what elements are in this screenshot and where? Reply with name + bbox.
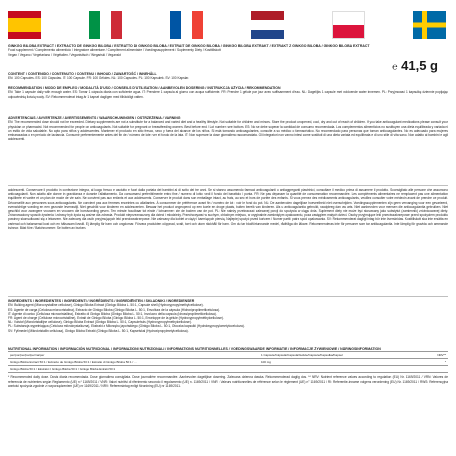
warnings-text-1: EN: The recommended dose should not be exceeded. Dietary supplements are not a substitute for a balanced and varied diet and a healthy lifestyle. Not suitable for children and minors. Store the product unopened, cool, dry and out of reach of children. If you take anticoagulant medications please consult your physician or pharmacist. Not recommended for people on anticoagulants. Not suitable for pregnant or breastfeeding women. Best before end / Lot number: see bottom. ES: No se debe superar la cantidad de consumo recomendada. Los complementos alimenticios no sustituyen una dieta equilibrada y variada ni un estilo de vida saludable. No apto para niños y adolescentes. Mantener el producto en sitio fresco, seco y fuera del alcance de los niños. Si está tomando anticoagulantes, consulte a su médico o farmacéutico. No recomendado para personas que toman anticoagulantes. No es adecuado para mujeres embarazadas o en período de lactancia. Consumir preferentemente antes del fin de / número de lote: ver el fondo de la lata. IT: Non superare la dose giornaliera raccomandata. Gli integratori non vanno intesi come sostituti di una dieta variata ed equilibrata e di uno stile di vita sano. Non adatto ai bambini e agli adolescenti. — [8, 120, 448, 142]
ingredient-line: IT: Agente di carico (Cellulosa microcristallina), Estratto di Ginkgo Biloba (Ginkgo Biloba L. 50:1, Involucro della capsula (Idrossipropilmetilcellulosa). — [8, 311, 217, 316]
product-name: GINKGO BILOBA EXTRACT / EXTRACTO DE GINKGO BILOBA / ESTRATTO DI GINKGO BILOBA / EXTRAIT DE GINKGO BILOBA / GINKGO BILOBA EXTRAKT / EXTRAKT Z GINKGO BILOBA / GINKGO BILOBA EXTRACT — [8, 44, 370, 48]
table-row — [8, 366, 448, 373]
warnings-section — [8, 116, 448, 183]
netherlands-flag-icon — [251, 11, 284, 39]
diet-info: Vegan / Vegano / Vegetariano / Végétalien / Veganistisch / Wegański / Veganskt — [8, 52, 121, 57]
poland-flag-icon — [332, 11, 365, 39]
usage-text: EN: Take 1 capsule daily with enough water. ES: Tomar 1 cápsula diaria con suficiente agua. IT: Prendere 1 capsula al giorno con acqua sufficiente. FR: Prendre 1 gélule par jour avec suffisamment d'eau. NL: Dagelijks 1 capsule met voldoende water innemen. PL: Przyjmować 1 kapsułkę dziennie popijając odpowiednią ilością wody. SV: Rekommenderat intag är 1 kapsel dagligen med tillräckligt vatten. — [8, 90, 448, 99]
ingredient-line: ES: Agente de carga (Celulosa microcristalina), Extracto de Ginkgo Biloba (Ginkgo Biloba L. 50:1, Envoltura de la cápsula (Hidroxipropilmetilcelulosa). — [8, 307, 220, 312]
ingredient-line: EN: Bulking agent (Microcrystalline cellulose), Ginkgo Biloba Extract (Ginkgo Biloba L. 50:1, Capsule shell (Hydroxypropylmethylcellulose). — [8, 303, 204, 308]
spain-flag-icon — [8, 11, 41, 39]
ingredient-line: PL: Substancja wypełniająca (Celuloza mikrokrystaliczna), Ekstrakt z Miłorzębu japońskiego (Ginkgo Biloba L. 50:1, Otoczka kapsułki (Hydroksypropylometyloceluloza). — [8, 324, 245, 329]
nutrition-header-row — [8, 352, 448, 359]
ingredient-line: NL: Vulstof (Microkristallijne cellulose), Ginkgo Biloba Extract (Ginkgo Biloba L. 50:1, Capsulehuls (Hydroxypropylmethylcellulose). — [8, 320, 192, 325]
divider — [8, 185, 448, 186]
scale-icon: ℮ — [392, 61, 398, 72]
warnings-continued — [8, 188, 448, 288]
nutrition-table — [8, 351, 448, 373]
table-row — [8, 359, 448, 366]
ingredients-section — [8, 299, 448, 333]
net-weight: ℮ 41,5 g — [392, 58, 438, 73]
content-section — [8, 72, 368, 81]
table-cell: per/por/per/par/per/na/per — [8, 352, 259, 359]
sweden-flag-icon — [413, 11, 446, 39]
table-cell: * — [424, 359, 448, 366]
table-cell: Ginkgo Biloba 50:1 / Ekstrakt z Ginkgo Biloba 50:1 / Ginkgo Biloba Extrakt 50:1 — [8, 366, 259, 373]
divider — [8, 296, 448, 297]
usage-section — [8, 86, 448, 99]
product-subtitle: Food supplement / Complemento alimenticio / Integratore alimentare / Complément alimentaire / Voedingssupplement / Suplementy Diety / Kosttillskott — [8, 48, 221, 53]
nutrition-heading: NUTRITIONAL INFORMATION / INFORMACIÓN NUTRICIONAL / INFORMAZIONI NUTRIZIONALI / INFORMATIONS NUTRITIONNELLES / VOEDINGSWAARDE INFORMATIE / INFORMACJE ŻYWIENIOWE / NÄRINGSINFORMATION — [8, 347, 381, 351]
table-cell — [424, 366, 448, 373]
flag-row — [8, 11, 448, 39]
table-cell: Ginkgo Biloba Extract 50:1 / Extracto de Ginkgo Biloba 50:1 / Estratto di Ginkgo Biloba 50:1 / ... — [8, 359, 259, 366]
france-flag-icon — [170, 11, 203, 39]
nutrition-footnote: * Recommended daily dose. Dosis diaria recomendada. Dose giornaliera consigliata. Dose journalière recommandée. Aanbevolen dagelijkse dosering. Zalecana dzienna dawka. Rekommenderad daglig dos. ** NRV: Nutrient reference values according to regulation (EU) Nr. 1169/2011 / VRN: Valores de referencia de nutrientes según Reglamento (UE) n.º 1169/2011 / VNR: Valori nutritivi di riferimento secondo il regolamento (UE) n. 1169/2011 / VNR : Valeurs nutritionnelles de référence selon le règlement (UE) n° 1169/2011 / RI: Referentie-inname volgens verordening (EU) Nr. 1169/2011 / RWS: Referencyjna wartość spożycia zgodnie z rozporządzeniem (UE) nr 1169/2011 / NRV: Referensintag enligt förordning (EU) nr 1169/2011. — [8, 375, 448, 388]
content-heading: CONTENT / CONTENIDO / CONTENUTO / CONTENU / INHOUD / ZAWARTOŚĆ / INNEHÅLL — [8, 72, 157, 76]
nutrition-section — [8, 347, 448, 415]
table-cell — [259, 366, 424, 373]
warnings-heading: ADVERTENCIAS / AVVERTENZE / AVERTISSEMENTS / WAARSCHUWINGEN / OSTRZEŻENIA / VARNING — [8, 116, 181, 120]
table-cell: 1 Capsule/Cápsula/Capsula/Gélule/Capsule/Kapsułka/Kapsel — [259, 352, 424, 359]
table-cell: NRV** — [424, 352, 448, 359]
warnings-text-2: adolescenti. Conservare il prodotto in confezione integra, al luogo fresco e asciutto e fuori dalla portata dei bambini al di sotto dei tre anni. Se si stanno assumendo farmaci anticoagulanti o antiaggreganti piastrinici, consultare il medico prima di assumere il prodotto. Sconsigliato alle persone che assumono anticoagulanti. Non adatto alle donne in gravidanza e durante l'allattamento. Da consumarsi preferibilmente entro fine / numero di lotto: vedi il fondo del barattolo / punta. FR: Ne pas dépasser la quantité de consommation recommandée. Les compléments alimentaires ne remplacent pas une alimentation équilibrée et variée et un plan de mode de vie sain. Ne convient pas aux enfants et aux adolescents. Conserver le produit dans son emballage intact, au frais, au sec et hors de portée des enfants. Si vous prenez des médicaments anticoagulants, veuillez consulter votre médecin avant de prendre ce produit. Déconseillé aux personnes sous anticoagulants. Ne convient pas aux femmes enceintes ou allaitantes. À consommer de préférence avant fin / numéro de lot : voir le fond du pot. NL: De aanbevolen dagelijkse hoeveelheid niet overschrijden. Voedingssupplementen zijn geen vervanging voor een gevarieerd, evenwichtige voeding en een gezonde levensstijl. Niet geschikt voor kinderen en adolescenten. Bewaar het product ongeopend op een koele en droge plaats, buiten bereik van kinderen. Als u anticoagulantia gebruikt, raadpleeg dan uw arts. Niet aanbevolen voor mensen die anticoagulantia gebruiken. Niet geschikt voor zwangere vrouwen en vrouwen die borstvoeding geven. Ten minste houdbaar tot einde / lotnummer: zie de bodem van de pot. PL: Nie należy przekraczać zalecanej porcji do spożycia w ciągu dnia. Suplement diety nie może być stosowany jako substytut (zamiennik) zróżnicowanej diety. Zrównoważony sposób żywienia i zdrowy tryb życia są ważne dla zdrowia. Produkt nieprzeznaczony dla dzieci i młodzieży. Przechowywać w suchym, chłodnym miejscu, w oryginalnie zamkniętym opakowaniu, poza zasięgiem małych dzieci. Osoby przyjmujące leki przeciwzakrzepowe przed spożyciem produktu powinny skonsultować się z lekarzem. Nie zalecany dla osób przyjmujących leki przeciwzakrzepowe. Nie zalecany dla kobiet w ciąży i karmiących piersią. Najlepiej spożyć przed końcem / Numer partii: patrz spód opakowania. SV: Rekommenderat dagligt intag bör inte överskridas. Kosttillskott ska inte ersätta en varierad och balanserad kost och en hälsosam livsstil. Ej lämplig för barn och ungdomar. Förvara produkten oöppnad, svalt, torrt och utom räckhåll för barn. Om du tar blodförtunnande medel, rådfråga din läkare. Rekommenderas inte för personer som tar antikoagulantia. Inte lämplig för gravida och ammande kvinnor. Bäst före / Batchnummer: Se botten av burken. — [8, 188, 448, 230]
content-text: EN: 100 Capsules. ES: 100 Cápsulas. IT: 100 Capsule. FR: 100 Gélules. NL: 100 Capsules. PL: 100 Kapsułek. SV: 100 Kapslar. — [8, 76, 189, 81]
ingredient-line: SV: Fyllmedel (Mikrokristallin cellulosa), Ginkgo Biloba Extrakt (Ginkgo Biloba L. 50:1, Kapselskal (Hydroxipropylmetylcellulosa). — [8, 328, 189, 333]
ingredient-line: FR: Agent de charge (Cellulose microcristalline), Extrait de Ginkgo Biloba (Ginkgo Biloba L. 50:1, Enveloppe de la gélule (Hydroxypropylméthylcellulose). — [8, 315, 224, 320]
usage-heading: RECOMMENDATION / MODO DE EMPLEO / MODALITÀ D'USO / CONSEILS D'UTILISATION / AANBEVOLEN DOSERING / INSTRUKCJA UŻYCIA / REKOMMENDATION — [8, 86, 281, 90]
product-name-block — [8, 44, 448, 57]
table-cell: 100 mg — [259, 359, 424, 366]
italy-flag-icon — [89, 11, 122, 39]
ingredients-heading: INGREDIENTS / INGREDIENTES / INGREDIENTI / INGRÉDIENTS / INGREDIËNTEN / SKŁADNIKI / INGREDIENSER — [8, 299, 195, 303]
